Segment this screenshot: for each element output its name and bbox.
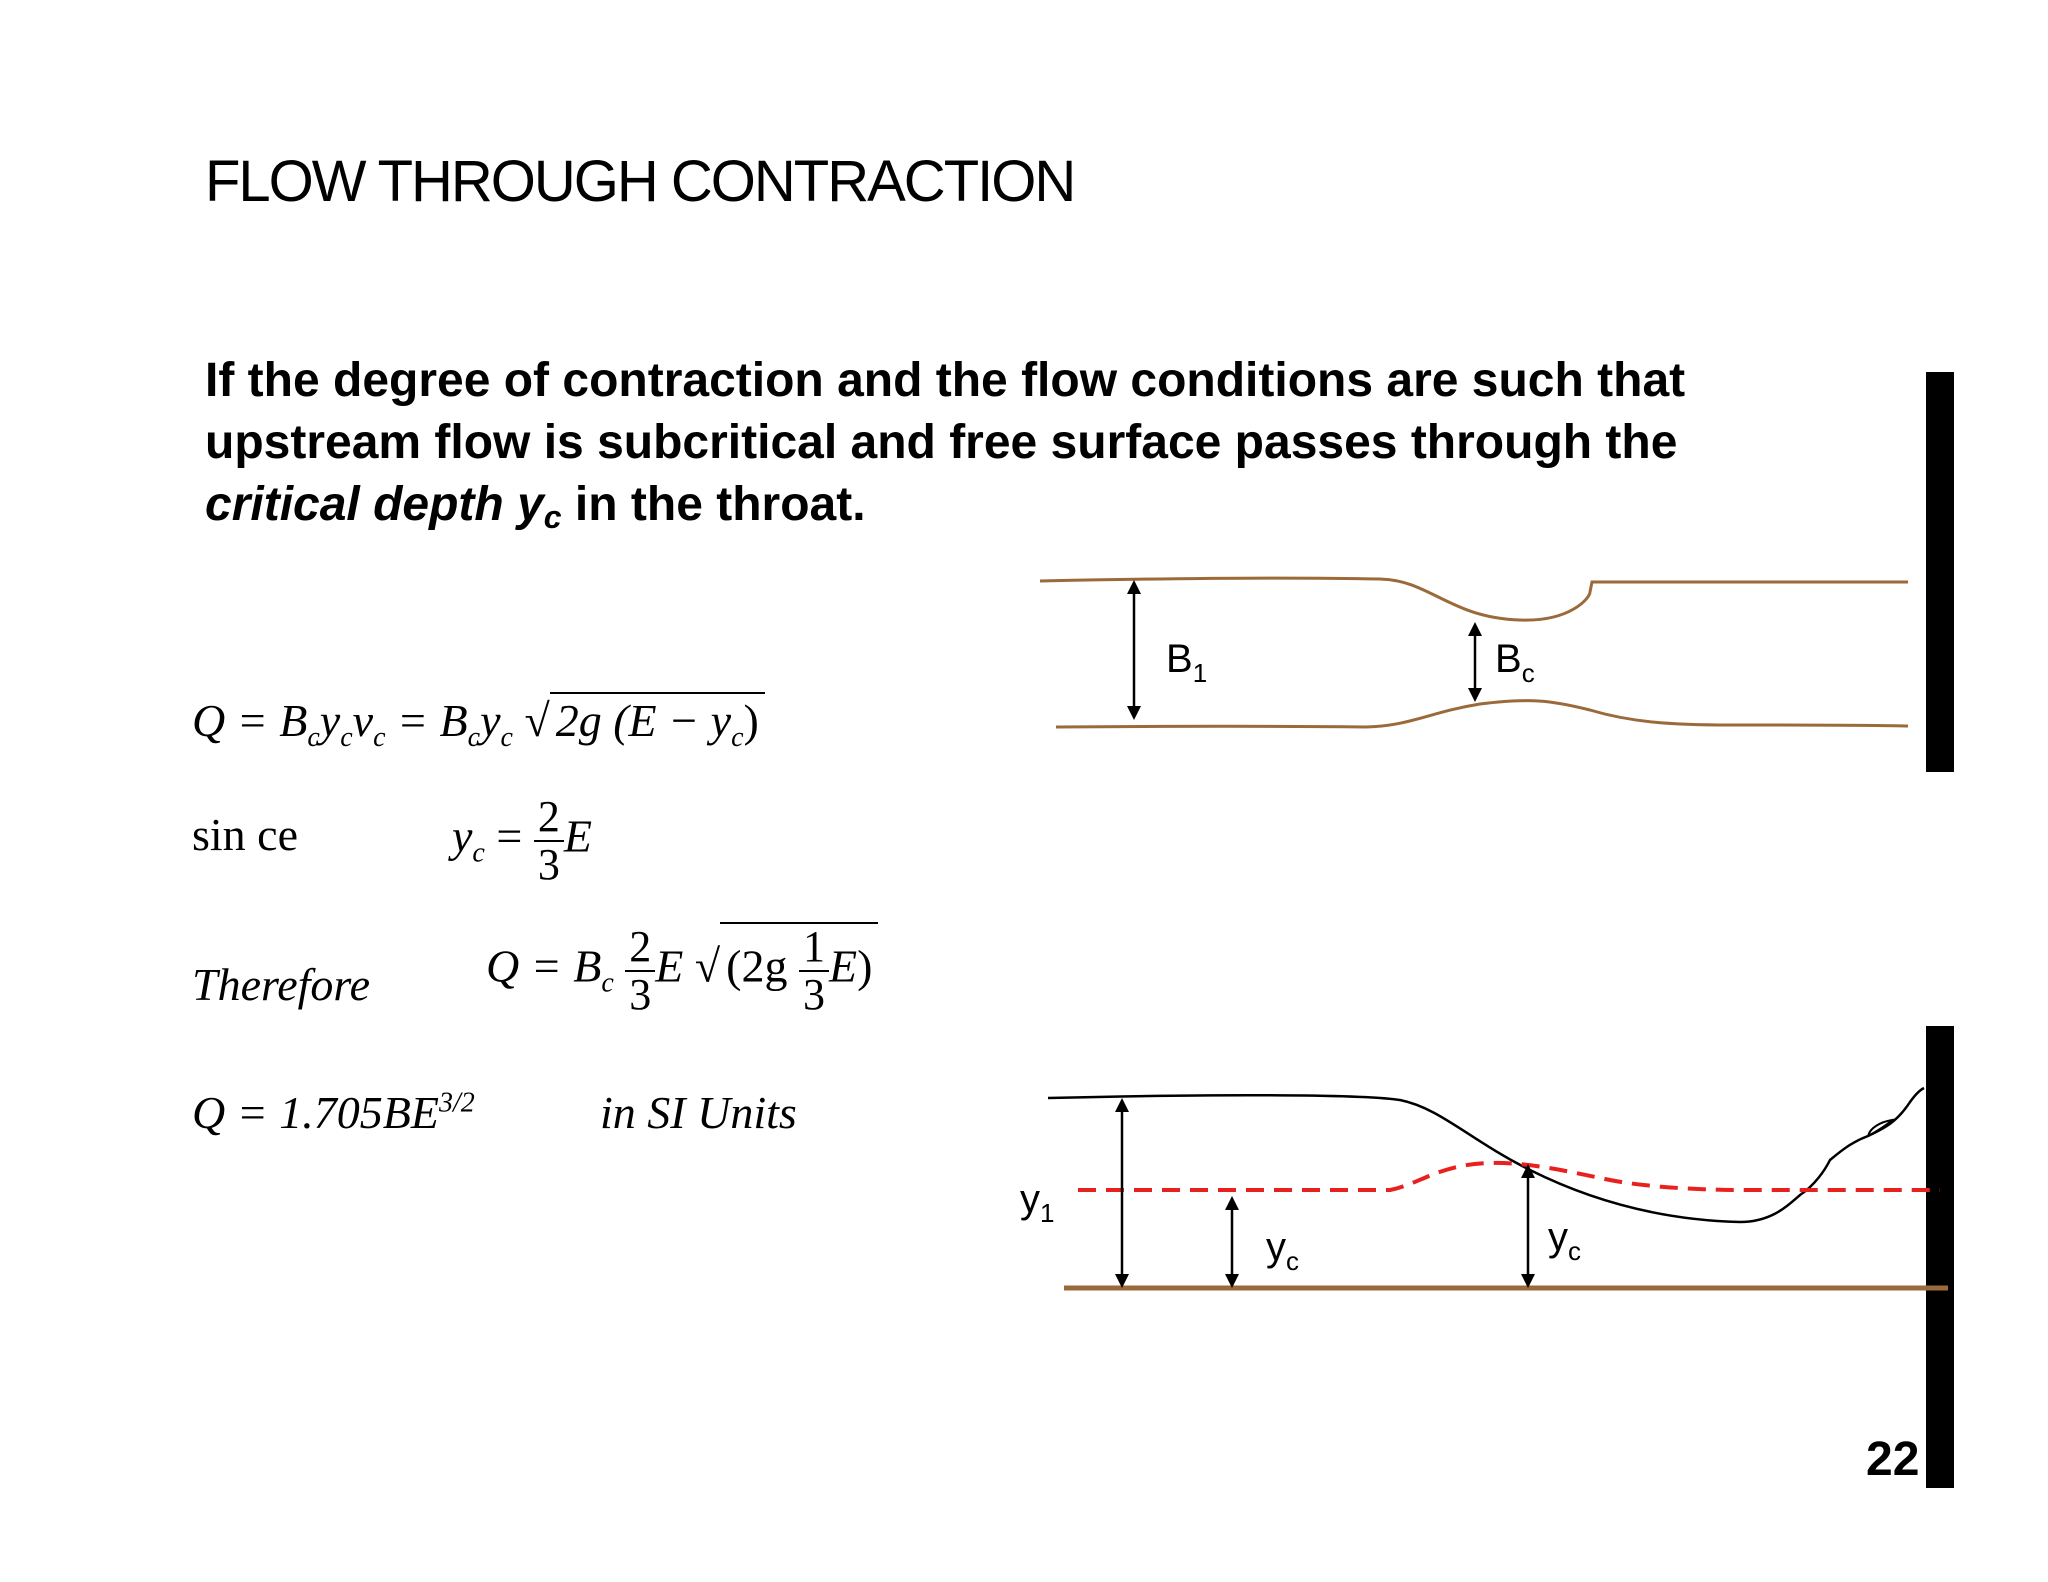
profile-label-yc-left-sub: c — [1286, 1246, 1299, 1276]
slide-title: FLOW THROUGH CONTRACTION — [205, 149, 1075, 214]
plan-label-bc — [1495, 637, 1535, 688]
eq3-sqrt: (2g $\frac{1}{3}$ E) — [720, 922, 878, 1018]
profile-label-y1-main: y — [1020, 1177, 1040, 1221]
plan-label-bc-sub: c — [1521, 658, 1535, 688]
profile-yc-left-arrowhead-top — [1225, 1196, 1239, 1210]
eq4-text: Q = 1.705BE — [192, 1087, 439, 1138]
plan-label-bc-main: B — [1495, 637, 1522, 681]
profile-label-y1 — [1020, 1177, 1054, 1228]
eq3-fraction-1 — [625, 924, 655, 1018]
plan-bottom-wall — [1056, 701, 1908, 727]
eq1-close: ) — [743, 695, 759, 746]
eq2-num: 2 — [534, 794, 564, 842]
eq3-E1: E — [655, 940, 684, 992]
intro-critical-depth-sub: c — [543, 499, 562, 535]
profile-label-yc-right — [1548, 1215, 1581, 1266]
eq1-sqrt-text: 2g (E − y — [555, 695, 732, 746]
si-units-label — [600, 1086, 797, 1139]
eq1-sub-2: c — [340, 722, 353, 753]
eq2-den: 3 — [537, 840, 560, 889]
right-bar-top — [1926, 372, 1954, 772]
profile-label-y1-sub: 1 — [1040, 1198, 1055, 1228]
eq3-den1: 3 — [629, 970, 652, 1019]
plan-top-wall — [1040, 578, 1908, 620]
eq3-fraction-2 — [799, 924, 829, 1018]
eq3-num1: 2 — [625, 924, 655, 972]
eq2-eq: = — [484, 810, 534, 862]
plan-b1-arrowhead-top — [1127, 580, 1141, 594]
plan-label-b1-sub: 1 — [1192, 658, 1208, 688]
si-units-text: in SI Units — [600, 1087, 797, 1138]
therefore-label — [192, 958, 370, 1011]
eq3-sub: c — [601, 967, 614, 999]
eq2-E: E — [563, 810, 592, 862]
eq1-sub-5: c — [500, 722, 513, 753]
profile-label-yc-left-main: y — [1266, 1225, 1286, 1269]
eq2-fraction — [534, 794, 564, 888]
eq1-v: v — [352, 695, 374, 746]
profile-label-yc-left — [1266, 1225, 1299, 1276]
plan-bc-arrowhead-bottom — [1468, 688, 1482, 702]
eq3-num2: 1 — [799, 924, 829, 972]
eq4-sup: 3/2 — [438, 1087, 475, 1119]
intro-text-2: in the throat. — [561, 478, 866, 531]
intro-critical-depth-text: critical depth y — [205, 478, 544, 531]
therefore-text: Therefore — [192, 959, 371, 1010]
eq1-sqrt — [550, 692, 765, 754]
equation-si — [192, 1086, 475, 1139]
eq1-mid: = B — [385, 695, 468, 746]
eq2-lhs: y — [452, 810, 473, 862]
plan-label-b1-main: B — [1166, 637, 1193, 681]
eq3-lhs: Q = B — [486, 940, 602, 992]
plan-label-b1 — [1166, 637, 1207, 688]
plan-view-diagram — [1030, 560, 1910, 740]
plan-b1-arrowhead-bottom — [1127, 706, 1141, 720]
eq2-sub: c — [472, 837, 485, 869]
intro-text-1: If the degree of contraction and the flow conditions are such that upstream flow is subcritical and free surface passes through the — [205, 354, 1686, 469]
eq1-y: y — [319, 695, 341, 746]
eq3-E2: E — [828, 940, 858, 992]
eq1-lhs: Q = B — [192, 695, 308, 746]
equation-discharge: $Q = B_cy_cv_c = B_cy_c$ √ 2g $(E - y_c)$ — [192, 692, 765, 754]
profile-view-diagram — [1010, 1080, 1950, 1320]
equation-therefore: $Q = B_c$ $\frac{2}{3}$ E √ (2g $\frac{1}{3}$ E) — [486, 922, 878, 1018]
since-label: sin ce — [192, 809, 299, 860]
intro-critical-depth — [205, 478, 562, 535]
eq1-sub-4: c — [467, 722, 481, 753]
eq3-den2: 3 — [802, 970, 825, 1019]
eq1-y2: y — [480, 695, 501, 746]
eq1-sub-3: c — [373, 722, 386, 753]
profile-label-yc-right-sub: c — [1568, 1236, 1581, 1266]
profile-free-surface — [1048, 1088, 1924, 1222]
eq3-2g: 2g — [741, 940, 788, 992]
equation-critical-depth — [452, 794, 592, 888]
profile-y1-arrowhead-top — [1115, 1098, 1129, 1112]
plan-bc-arrowhead-top — [1468, 622, 1482, 636]
eq1-sub-6: c — [731, 722, 744, 753]
profile-label-yc-right-main: y — [1548, 1215, 1568, 1259]
page-number: 22 — [1866, 1433, 1920, 1486]
eq1-sub-1: c — [307, 722, 320, 753]
intro-paragraph — [205, 350, 1825, 548]
